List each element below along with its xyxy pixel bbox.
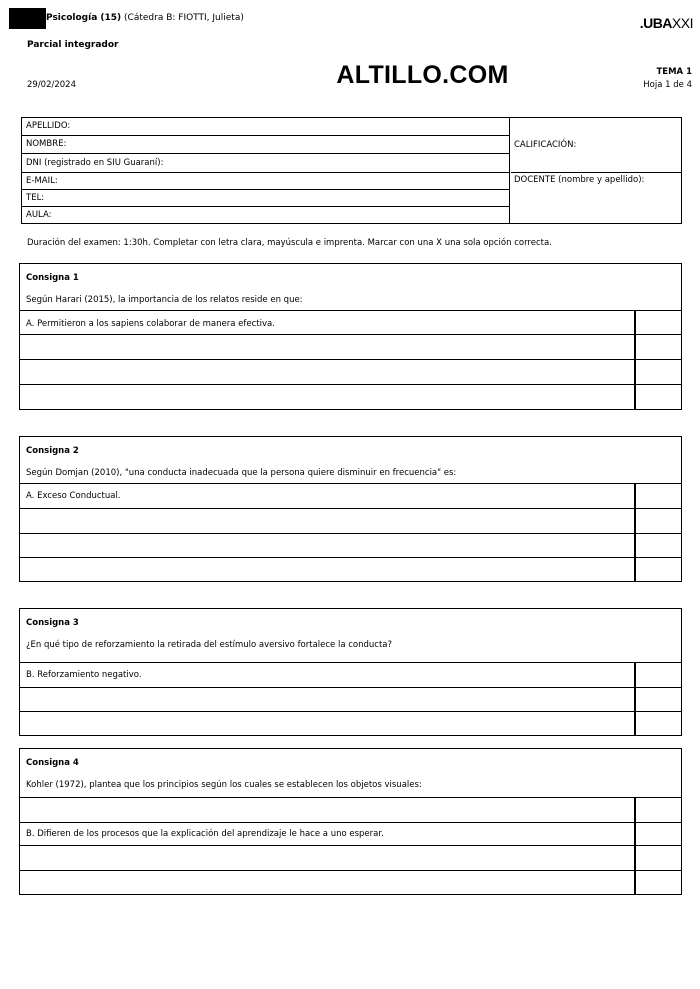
consigna-title: Consigna 1 (26, 273, 79, 283)
answer-box[interactable] (634, 846, 636, 870)
consigna-question: ¿En qué tipo de reforzamiento la retirada del estímulo aversivo fortalece la conducta? (26, 640, 393, 650)
option-row[interactable] (20, 845, 681, 870)
consigna-2 (19, 436, 682, 582)
consigna-question: Según Harari (2015), la importancia de los relatos reside en que: (26, 295, 303, 305)
option-row[interactable] (20, 797, 681, 822)
option-row[interactable] (20, 557, 681, 581)
page-indicator: Hoja 1 de 4 (643, 80, 692, 90)
exam-instructions: Duración del examen: 1:30h. Completar con letra clara, mayúscula e imprenta. Marcar con una X una sola opción correcta. (27, 238, 552, 248)
answer-box[interactable] (634, 798, 636, 822)
watermark: ALTILLO.COM (336, 61, 509, 89)
tel-field[interactable]: TEL: (22, 190, 509, 207)
option-row[interactable] (20, 533, 681, 557)
redaction-block (9, 8, 46, 29)
tema-block (643, 66, 692, 92)
consigna-3 (19, 608, 682, 736)
student-fields (22, 118, 510, 223)
subject-header: Psicología (15) (Cátedra B: FIOTTI, Julieta) (46, 13, 244, 23)
docente-label: DOCENTE (nombre y apellido): (514, 175, 645, 185)
aula-field[interactable]: AULA: (26, 210, 52, 220)
answer-box[interactable] (634, 663, 636, 687)
calificacion-label: CALIFICACIÓN: (514, 140, 577, 150)
answer-box[interactable] (634, 311, 636, 334)
option-row[interactable]: A. Exceso Conductual. (20, 483, 681, 508)
option-row[interactable] (20, 870, 681, 894)
consigna-1 (19, 263, 682, 410)
dni-field[interactable]: DNI (registrado en SIU Guaraní): (22, 154, 509, 173)
nombre-field[interactable]: NOMBRE: (22, 136, 509, 154)
consigna-title: Consigna 4 (26, 758, 79, 768)
consigna-title: Consigna 3 (26, 618, 79, 628)
exam-type: Parcial integrador (27, 40, 119, 50)
option-row[interactable]: B. Reforzamiento negativo. (20, 662, 681, 687)
calificacion-box (511, 118, 681, 173)
apellido-field[interactable]: APELLIDO: (22, 118, 509, 136)
option-row[interactable]: B. Difieren de los procesos que la explicación del aprendizaje le hace a uno esperar. (20, 822, 681, 845)
consigna-question: Según Domjan (2010), "una conducta inadecuada que la persona quiere disminuir en frecuencia" es: (26, 468, 457, 478)
answer-box[interactable] (634, 385, 636, 409)
option-row[interactable] (20, 359, 681, 384)
email-field[interactable]: E-MAIL: (22, 173, 509, 190)
answer-box[interactable] (634, 688, 636, 711)
uba-xxi-logo: .UBAXXI (639, 15, 693, 31)
exam-date: 29/02/2024 (27, 80, 76, 90)
option-row[interactable] (20, 711, 681, 735)
answer-box[interactable] (634, 509, 636, 533)
answer-box[interactable] (634, 484, 636, 508)
answer-box[interactable] (634, 534, 636, 557)
answer-box[interactable] (634, 558, 636, 581)
consigna-4 (19, 748, 682, 895)
option-row[interactable] (20, 508, 681, 533)
student-info-form (21, 117, 682, 224)
option-row[interactable] (20, 384, 681, 409)
answer-box[interactable] (634, 823, 636, 845)
answer-box[interactable] (634, 712, 636, 735)
option-row[interactable]: A. Permitieron a los sapiens colaborar de manera efectiva. (20, 310, 681, 334)
option-row[interactable] (20, 334, 681, 359)
consigna-title: Consigna 2 (26, 446, 79, 456)
consigna-question: Kohler (1972), plantea que los principios según los cuales se establecen los objetos visuales: (26, 780, 422, 790)
option-row[interactable] (20, 687, 681, 711)
answer-box[interactable] (634, 360, 636, 384)
tema-label: TEMA 1 (656, 67, 692, 77)
answer-box[interactable] (634, 871, 636, 894)
answer-box[interactable] (634, 335, 636, 359)
